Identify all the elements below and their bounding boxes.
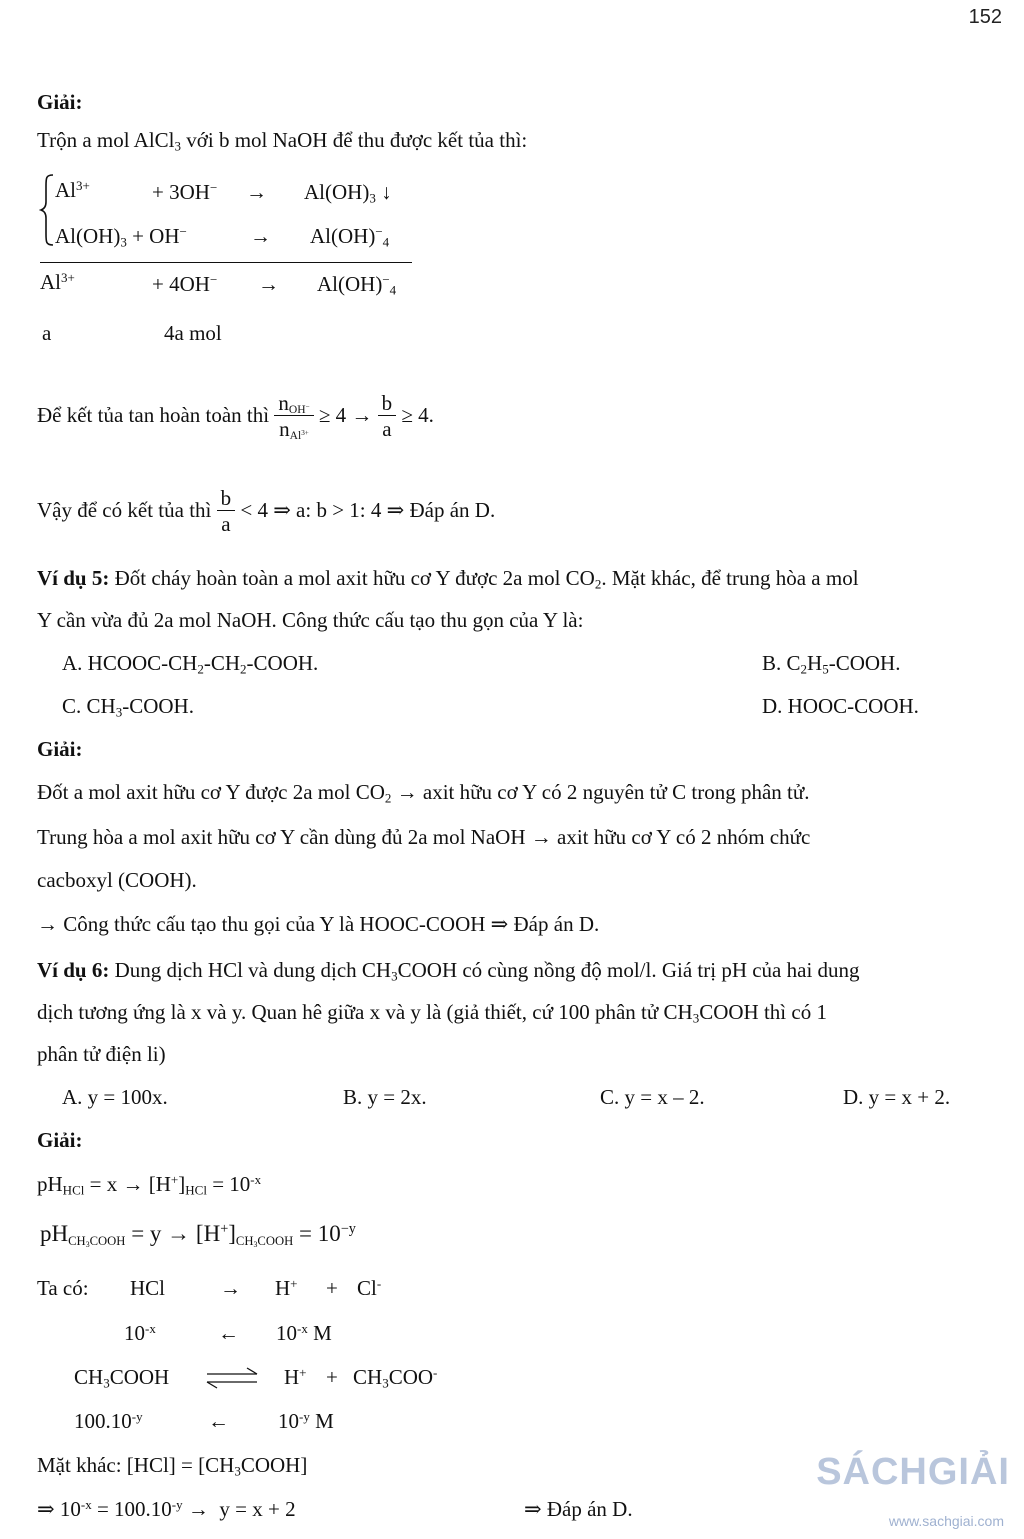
- example-5-solution-1: Đốt a mol axit hữu cơ Y được 2a mol $CO_2$ → axit hữu cơ Y có 2 nguyên tử C trong phân tử.: [37, 780, 810, 806]
- example-5-option-c: C. $CH_3$-COOH.: [62, 694, 194, 720]
- ch3coo-minus: $CH_3COO^-$: [353, 1364, 438, 1391]
- final-answer: ⇒ Đáp án D.: [524, 1497, 633, 1521]
- example-5-solution-4: → Công thức cấu tạo thu gọi của Y là HOOC-COOH ⇒ Đáp án D.: [37, 912, 600, 936]
- sum-line: [40, 262, 412, 263]
- h-conc-hcl: $10^{-x}$ M: [276, 1320, 332, 1345]
- watermark-logo: SÁCHGIẢI: [816, 1451, 1010, 1493]
- mat-khac-line: Mặt khác: $[HCl] = [CH_3COOH]$: [37, 1453, 308, 1479]
- example-6-question-line-2: dịch tương ứng là x và y. Quan hê giữa x và y là (giả thiết, cứ 100 phân tử $CH_3COOH$ thì có 1: [37, 1000, 827, 1026]
- system-brace: [39, 174, 55, 246]
- ch3cooh-back-arrow: ←: [208, 1409, 229, 1433]
- example-6-question-line-3: phân tử điện li): [37, 1042, 166, 1066]
- equilibrium-arrow-icon: [203, 1366, 261, 1390]
- reaction-2-product: $Al(OH)^-_4$: [310, 223, 390, 250]
- ch3cooh-reactant: $CH_3COOH$: [74, 1365, 170, 1391]
- example-6-option-d: D. y = x + 2.: [843, 1085, 951, 1109]
- hcl-arrow: →: [220, 1276, 241, 1300]
- example-5-question-line-1: Ví dụ 5: Đốt cháy hoàn toàn a mol axit hữu cơ Y được 2a mol $CO_2$. Mặt khác, để trung hòa a mol: [37, 566, 859, 592]
- example-5-solution-3: cacboxyl (COOH).: [37, 868, 197, 892]
- ratio-b-a-2: $\frac{b}{a}$: [217, 487, 236, 537]
- ph-hcl-equation: $pH_{HCl} = x \to [H^+]_{HCl} = 10^{-x}$: [37, 1171, 262, 1198]
- precipitate-condition: Vậy để có kết tủa thì $\frac{b}{a}$ < 4 ⇒ a: b > 1: 4 ⇒ Đáp án D.: [37, 486, 496, 537]
- reaction-3-reactant: $Al^{3+}$: [40, 269, 75, 294]
- example-5-option-b: B. $C_2H_5$-COOH.: [762, 651, 901, 677]
- h-plus-1: H+: [275, 1275, 298, 1300]
- reaction-1-reactant: $Al^{3+}$: [55, 177, 90, 202]
- ta-co-label: Ta có:: [37, 1276, 89, 1300]
- hcl-back-arrow: ←: [218, 1321, 239, 1345]
- reaction-3-product: $Al(OH)^-_4$: [317, 271, 397, 298]
- ratio-oh-al: $\frac{n_{OH^-}}{n_{Al^{3+}}}$: [274, 392, 313, 442]
- solution-heading-3: Giải:: [37, 1128, 83, 1152]
- page-number: 152: [968, 6, 1002, 28]
- reaction-2-arrow: →: [250, 224, 271, 248]
- example-6-question-line-1: Ví dụ 6: Dung dịch HCl và dung dịch $CH_3COOH$ có cùng nồng độ mol/l. Giá trị pH của hai dung: [37, 958, 860, 984]
- example-5-solution-2: Trung hòa a mol axit hữu cơ Y cần dùng đủ 2a mol NaOH → axit hữu cơ Y có 2 nhóm chức: [37, 825, 811, 849]
- reaction-3-oh: + 4OH−: [152, 271, 218, 296]
- hcl-conc: $10^{-x}$: [124, 1320, 156, 1345]
- example-6-option-c: C. y = x – 2.: [600, 1085, 705, 1109]
- h-conc-ch3cooh: $10^{-y}$ M: [278, 1408, 334, 1433]
- mol-a: a: [42, 321, 52, 345]
- solution-heading: Giải:: [37, 90, 83, 114]
- final-equation: ⇒ $10^{-x} = 100.10^{-y} \to y = x + 2$: [37, 1496, 296, 1521]
- solution-intro: Trộn a mol AlCl$_3$ với b mol NaOH để thu được kết tủa thì:: [37, 128, 528, 154]
- plus-2: +: [326, 1365, 338, 1389]
- watermark: [806, 1443, 1016, 1533]
- hcl-reactant: HCl: [130, 1276, 166, 1300]
- example-6-option-b: B. y = 2x.: [343, 1085, 427, 1109]
- dissolve-condition: Để kết tủa tan hoàn toàn thì $\frac{n_{OH^-}}{n_{Al^{3+}}}$ ≥ 4 → $\frac{b}{a}$ ≥ 4.: [37, 391, 434, 443]
- mol-4a: 4a mol: [164, 321, 222, 345]
- example-6-option-a: A. y = 100x.: [62, 1085, 168, 1109]
- watermark-url: www.sachgiai.com: [888, 1513, 1004, 1529]
- reaction-1-arrow: →: [246, 180, 267, 204]
- cl-minus: Cl-: [357, 1275, 382, 1300]
- reaction-1-oh: + 3OH−: [152, 179, 218, 204]
- reaction-1-product: $Al(OH)_3$ ↓: [304, 180, 392, 206]
- example-5-option-a: A. HCOOC-$CH_2-CH_2$-COOH.: [62, 651, 319, 677]
- reaction-2-reactant: $Al(OH)_3 + OH^-$: [55, 223, 187, 250]
- ratio-b-a: $\frac{b}{a}$: [378, 392, 397, 442]
- h-plus-2: H+: [284, 1364, 307, 1389]
- plus-1: +: [326, 1276, 338, 1300]
- ph-ch3cooh-equation: $pH_{CH_3COOH} = y \to [H^+]_{CH_3COOH} = 10^{-y}$: [40, 1221, 356, 1249]
- solution-heading-2: Giải:: [37, 737, 83, 761]
- reaction-3-arrow: →: [258, 272, 279, 296]
- example-5-option-d: D. HOOC-COOH.: [762, 694, 919, 718]
- example-5-question-line-2: Y cần vừa đủ 2a mol NaOH. Công thức cấu tạo thu gọn của Y là:: [37, 608, 584, 632]
- ch3cooh-conc: $100.10^{-y}$: [74, 1408, 143, 1433]
